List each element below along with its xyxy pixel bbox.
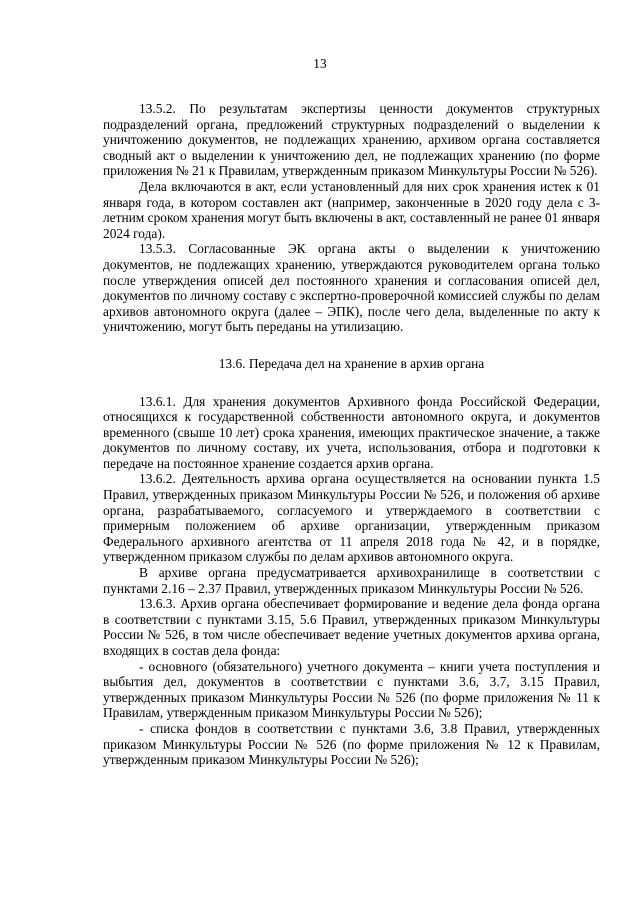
page-number: 13: [313, 56, 327, 71]
list-item-accession-book: - основного (обязательного) учетного документа – книги учета поступления и выбытия дел, документов в соответствии с пунктами 3.6, 3.7, 3.15 Правил, утвержденных приказом Минкультуры России № 526 (по форме приложения № 11 к Правилам, утвержденным приказом Минкультуры России № 526);: [103, 658, 600, 721]
paragraph-13-5-2: 13.5.2. По результатам экспертизы ценности документов структурных подразделений органа, предложений структурных подразделений о выделении к уничтожению документов, не подлежащих хранению, архивом органа составляется сводный акт о выделении к уничтожению дел, не подлежащих хранению (по форме приложения № 21 к Правилам, утвержденным приказом Минкультуры России № 526).: [103, 101, 600, 179]
list-item-fonds-list: - списка фондов в соответствии с пунктами 3.6, 3.8 Правил, утвержденных приказом Минкультуры России № 526 (по форме приложения № 12 к Правилам, утвержденным приказом Минкультуры России № 526);: [103, 720, 600, 768]
paragraph-13-5-3: 13.5.3. Согласованные ЭК органа акты о выделении к уничтожению документов, не подлежащих хранению, утверждаются руководителем органа только после утверждения описей дел постоянного хранения и согласования описей дел, документов по личному составу с экспертно-проверочной комиссией службы по делам архивов автономного округа (далее – ЭПК), после чего дела, выделенные по акту к уничтожению, могут быть переданы на утилизацию.: [103, 241, 600, 335]
paragraph-13-6-1: 13.6.1. Для хранения документов Архивного фонда Российской Федерации, относящихся к государственной собственности автономного округа, и документов временного (свыше 10 лет) срока хранения, имеющих практическое значение, а также документов по личному составу, их учета, использования, отбора и подготовки к передаче на постоянное хранение создается архив органа.: [103, 393, 600, 471]
paragraph-13-6-3: 13.6.3. Архив органа обеспечивает формирование и ведение дела фонда органа в соответствии с пунктами 3.15, 5.6 Правил, утвержденных приказом Минкультуры России № 526, в том числе обеспечивает ведение учетных документов архива органа, входящих в состав дела фонда:: [103, 596, 600, 658]
section-heading-13-6: 13.6. Передача дел на хранение в архив органа: [218, 355, 485, 371]
paragraph-archive-storage: В архиве органа предусматривается архивохранилище в соответствии с пунктами 2.16 – 2.37 Правил, утвержденных приказом Минкультуры России № 526.: [103, 565, 600, 596]
paragraph-13-6-2: 13.6.2. Деятельность архива органа осуществляется на основании пункта 1.5 Правил, утвержденных приказом Минкультуры России № 526, и положения об архиве органа, разрабатываемого, согласуемого и утверждаемого в соответствии с примерным положением об архиве организации, утвержденным приказом Федерального архивного агентства от 11 апреля 2018 года № 42, и в порядке, утвержденном приказом службы по делам архивов автономного округа.: [103, 471, 600, 565]
paragraph-acts-inclusion: Дела включаются в акт, если установленный для них срок хранения истек к 01 января года, в котором составлен акт (например, законченные в 2020 году дела с 3-летним сроком хранения могут быть включены в акт, составленный не ранее 01 января 2024 года).: [103, 178, 600, 241]
document-body: [103, 101, 600, 768]
